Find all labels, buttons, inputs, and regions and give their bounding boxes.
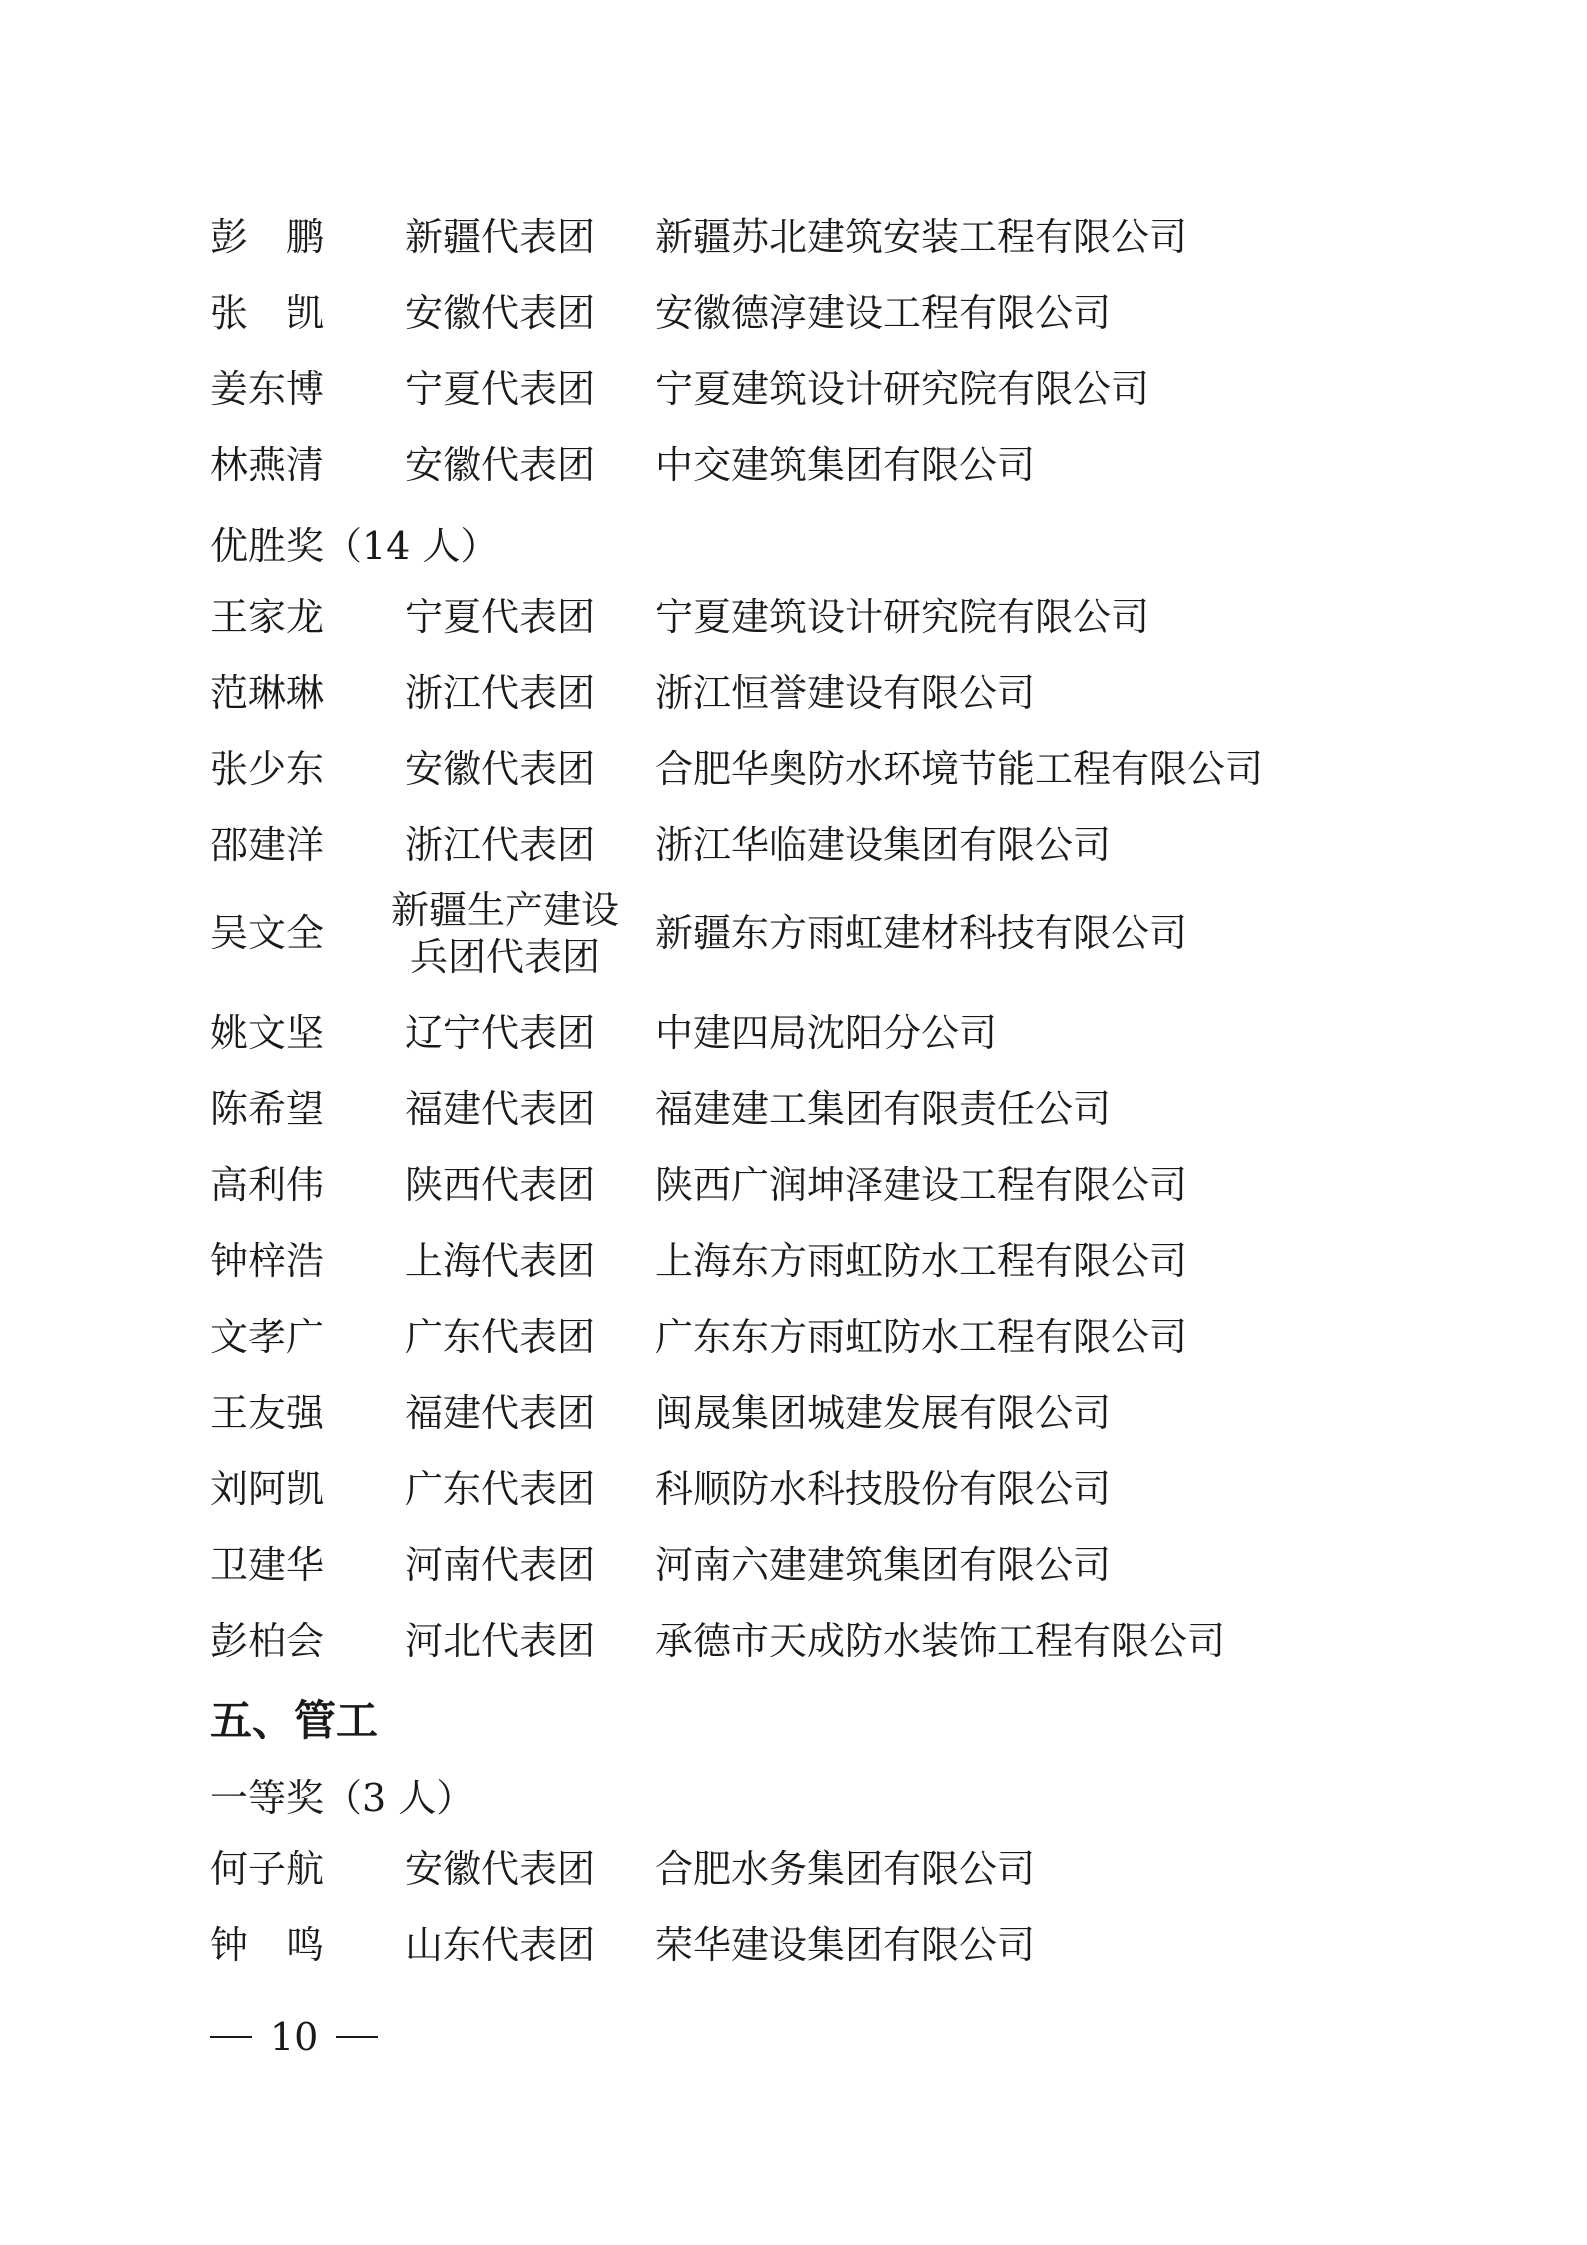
- company: 荣华建设集团有限公司: [655, 1923, 1036, 1968]
- company: 广东东方雨虹防水工程有限公司: [655, 1315, 1188, 1360]
- company: 闽晟集团城建发展有限公司: [655, 1391, 1112, 1436]
- list-item: [0, 996, 1587, 1072]
- list-item: [0, 1604, 1587, 1680]
- list-item: [0, 808, 1587, 884]
- page-number: [210, 2015, 378, 2059]
- list-item: [0, 656, 1587, 732]
- list-item: [0, 1528, 1587, 1604]
- delegation: 安徽代表团: [405, 291, 596, 336]
- delegation: 福建代表团: [405, 1391, 596, 1436]
- list-item: [0, 276, 1587, 352]
- person-name: 姜东博: [210, 367, 325, 412]
- person-name: 姚文坚: [210, 1011, 325, 1056]
- list-item: [0, 1832, 1587, 1908]
- person-name: 卫建华: [210, 1543, 325, 1588]
- company: 浙江华临建设集团有限公司: [655, 823, 1112, 868]
- delegation: 陕西代表团: [405, 1163, 596, 1208]
- person-name: 王家龙: [210, 595, 325, 640]
- person-name: 邵建洋: [210, 823, 325, 868]
- list-item: [0, 428, 1587, 504]
- delegation: 广东代表团: [405, 1467, 596, 1512]
- page-number-value: 10: [270, 2015, 319, 2059]
- list-item: [0, 732, 1587, 808]
- company: 中建四局沈阳分公司: [655, 1011, 998, 1056]
- person-name: 彭柏会: [210, 1619, 325, 1664]
- award-heading-first-prize: 一等奖（3 人）: [210, 1775, 475, 1820]
- list-item: [0, 1148, 1587, 1224]
- dash-right: [336, 2036, 378, 2038]
- person-name: 张 凯: [210, 291, 325, 336]
- person-name: 王友强: [210, 1391, 325, 1436]
- delegation: 宁夏代表团: [405, 595, 596, 640]
- list-item: [0, 352, 1587, 428]
- person-name: 吴文全: [210, 911, 325, 956]
- award-heading-excellence: 优胜奖（14 人）: [210, 523, 499, 568]
- company: 陕西广润坤泽建设工程有限公司: [655, 1163, 1188, 1208]
- list-item: [0, 1376, 1587, 1452]
- list-item: [0, 200, 1587, 276]
- list-item: [0, 884, 1587, 984]
- person-name: 林燕清: [210, 443, 325, 488]
- company: 安徽德淳建设工程有限公司: [655, 291, 1112, 336]
- person-name: 范琳琳: [210, 671, 325, 716]
- person-name: 钟 鸣: [210, 1923, 325, 1968]
- section-title: 五、管工: [210, 1696, 379, 1745]
- company: 新疆苏北建筑安装工程有限公司: [655, 215, 1188, 260]
- dash-left: [210, 2036, 252, 2038]
- person-name: 张少东: [210, 747, 325, 792]
- delegation: 上海代表团: [405, 1239, 596, 1284]
- delegation: 宁夏代表团: [405, 367, 596, 412]
- list-item: [0, 1224, 1587, 1300]
- company: 福建建工集团有限责任公司: [655, 1087, 1112, 1132]
- list-item: [0, 1072, 1587, 1148]
- person-name: 何子航: [210, 1847, 325, 1892]
- company: 承德市天成防水装饰工程有限公司: [655, 1619, 1226, 1664]
- person-name: 彭 鹏: [210, 215, 325, 260]
- company: 河南六建建筑集团有限公司: [655, 1543, 1112, 1588]
- person-name: 刘阿凯: [210, 1467, 325, 1512]
- list-item: [0, 1452, 1587, 1528]
- company: 合肥水务集团有限公司: [655, 1847, 1036, 1892]
- delegation: 浙江代表团: [405, 671, 596, 716]
- delegation: 辽宁代表团: [405, 1011, 596, 1056]
- list-item: [0, 1908, 1587, 1984]
- delegation: 安徽代表团: [405, 1847, 596, 1892]
- company: 新疆东方雨虹建材科技有限公司: [655, 911, 1188, 956]
- company: 科顺防水科技股份有限公司: [655, 1467, 1112, 1512]
- company: 宁夏建筑设计研究院有限公司: [655, 367, 1150, 412]
- person-name: 陈希望: [210, 1087, 325, 1132]
- company: 宁夏建筑设计研究院有限公司: [655, 595, 1150, 640]
- company: 合肥华奥防水环境节能工程有限公司: [655, 747, 1264, 792]
- company: 浙江恒誉建设有限公司: [655, 671, 1036, 716]
- delegation: 山东代表团: [405, 1923, 596, 1968]
- company: 上海东方雨虹防水工程有限公司: [655, 1239, 1188, 1284]
- company: 中交建筑集团有限公司: [655, 443, 1036, 488]
- delegation: 安徽代表团: [405, 443, 596, 488]
- delegation: 河南代表团: [405, 1543, 596, 1588]
- delegation: 新疆生产建设兵团代表团: [390, 887, 619, 979]
- person-name: 高利伟: [210, 1163, 325, 1208]
- delegation: 浙江代表团: [405, 823, 596, 868]
- delegation: 广东代表团: [405, 1315, 596, 1360]
- delegation: 河北代表团: [405, 1619, 596, 1664]
- list-item: [0, 1300, 1587, 1376]
- delegation: 新疆代表团: [405, 215, 596, 260]
- person-name: 钟梓浩: [210, 1239, 325, 1284]
- delegation: 福建代表团: [405, 1087, 596, 1132]
- list-item: [0, 580, 1587, 656]
- delegation: 安徽代表团: [405, 747, 596, 792]
- person-name: 文孝广: [210, 1315, 325, 1360]
